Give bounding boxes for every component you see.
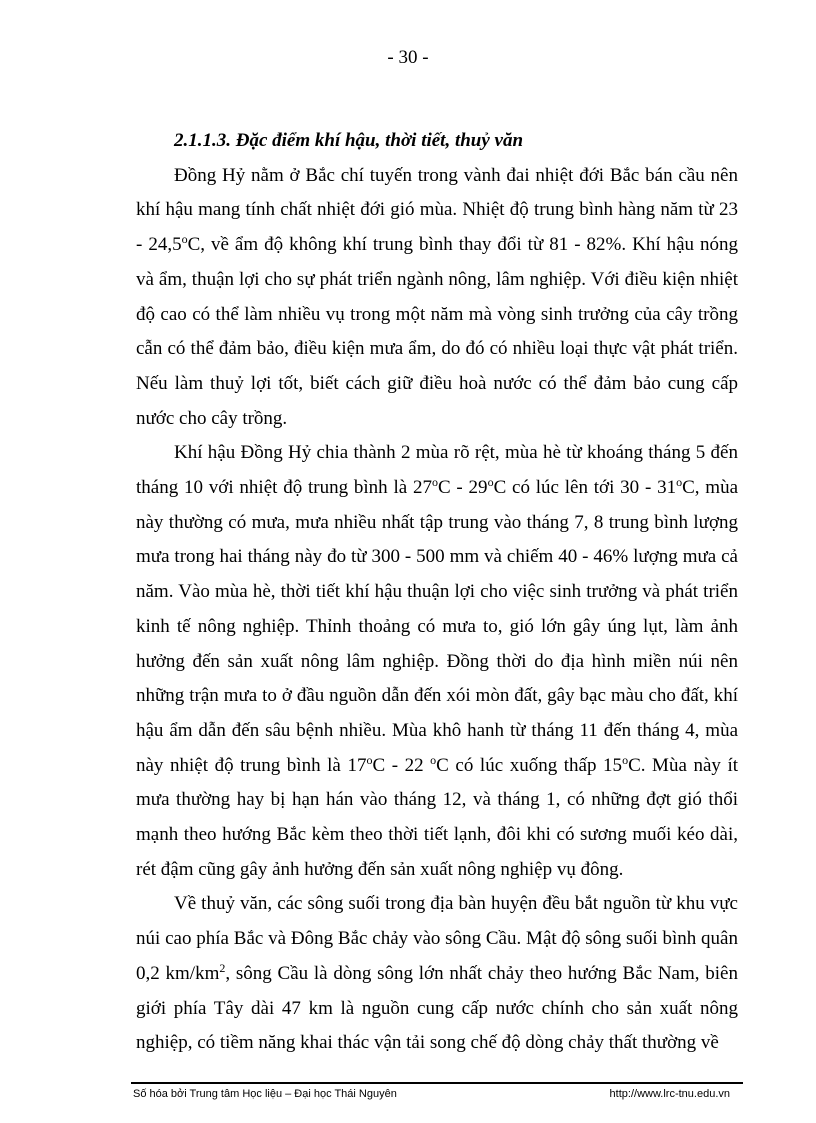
area-superscript: 2 xyxy=(219,960,226,975)
text-run: C. Mùa này ít mưa thường hay bị hạn hán vào tháng 12, và tháng 1, có những đợt gió thổi mạnh theo hướng Bắc kèm theo thời tiết lạnh, đôi khi có sương muối kéo dài, rét đậm cũng gây ảnh hưởng đến sản xuất nông nghiệp vụ đông. xyxy=(136,754,739,880)
footer-source: Số hóa bởi Trung tâm Học liệu – Đại học Thái Nguyên xyxy=(133,1088,397,1100)
text-run: C có lúc lên tới 30 - 31 xyxy=(493,477,677,499)
section-heading: 2.1.1.3. Đặc điểm khí hậu, thời tiết, thuỷ văn xyxy=(174,130,524,151)
degree-superscript: o xyxy=(487,475,494,490)
text-run: C - 29 xyxy=(437,477,488,499)
text-run: C có lúc xuống thấp 15 xyxy=(436,754,623,776)
text-run: Khí hậu Đồng Hỷ chia thành 2 mùa rõ rệt, mùa hè từ khoáng tháng 5 đến tháng 10 với nhiệt độ trung bình là 27 xyxy=(136,442,738,499)
degree-superscript: o xyxy=(430,752,437,767)
text-run: C - 22 xyxy=(372,754,431,776)
degree-superscript: o xyxy=(431,475,438,490)
degree-superscript: o xyxy=(622,752,629,767)
paragraph-seasons xyxy=(136,436,738,887)
text-run: C, về ẩm độ không khí trung bình thay đổi từ 81 - 82%. Khí hậu nóng và ẩm, thuận lợi cho sự phát triển ngành nông, lâm nghiệp. Với điều kiện nhiệt độ cao có thể làm nhiều vụ trong một năm mà vòng sinh trưởng của cây trồng cẫn có thể đảm bảo, điều kiện mưa ẩm, do đó có nhiều loại thực vật phát triển. Nếu làm thuỷ lợi tốt, biết cách giữ điều hoà nước có thể đảm bảo cung cấp nước cho cây trồng. xyxy=(136,234,739,429)
degree-superscript: o xyxy=(181,232,188,247)
paragraph-climate xyxy=(136,159,738,437)
text-run: , sông Cầu là dòng sông lớn nhất chảy theo hướng Bắc Nam, biên giới phía Tây dài 47 km là nguồn cung cấp nước chính cho sản xuất nông nghiệp, có tiềm năng khai thác vận tải song chế độ dòng chảy thất thường về xyxy=(136,962,738,1054)
paragraph-hydrology xyxy=(136,887,738,1061)
footer-url: http://www.lrc-tnu.edu.vn xyxy=(609,1088,730,1100)
text-run: Về thuỷ văn, các sông suối trong địa bàn huyện đều bắt nguồn từ khu vực núi cao phía Bắc và Đông Bắc chảy vào sông Cầu. Mật độ sông suối bình quân 0,2 km/km xyxy=(136,893,738,984)
text-run: C, mùa này thường có mưa, mưa nhiều nhất tập trung vào tháng 7, 8 trung bình lượng mưa trong hai tháng này đo từ 300 - 500 mm và chiếm 40 - 46% lượng mưa cả năm. Vào mùa hè, thời tiết khí hậu thuận lợi cho việc sinh trưởng và phát triển kinh tế nông nghiệp. Thỉnh thoảng có mưa to, gió lớn gây úng lụt, làm ảnh hưởng đến sản xuất nông lâm nghiệp. Đồng thời do địa hình miền núi nên những trận mưa to ở đầu nguồn dẫn đến xói mòn đất, gây bạc màu cho đất, khí hậu ẩm dẫn đến sâu bệnh nhiều. Mùa khô hanh từ tháng 11 đến tháng 4, mùa này nhiệt độ trung bình là 17 xyxy=(136,477,739,776)
text-run: Đồng Hỷ nằm ở Bắc chí tuyến trong vành đai nhiệt đới Bắc bán cầu nên khí hậu mang tính chất nhiệt đới gió mùa. Nhiệt độ trung bình hàng năm từ 23 - 24,5 xyxy=(136,164,738,256)
page-number: - 30 - xyxy=(387,47,429,68)
document-body xyxy=(136,124,738,1061)
footer-divider xyxy=(131,1082,743,1084)
degree-superscript: o xyxy=(366,752,373,767)
degree-superscript: o xyxy=(676,475,683,490)
